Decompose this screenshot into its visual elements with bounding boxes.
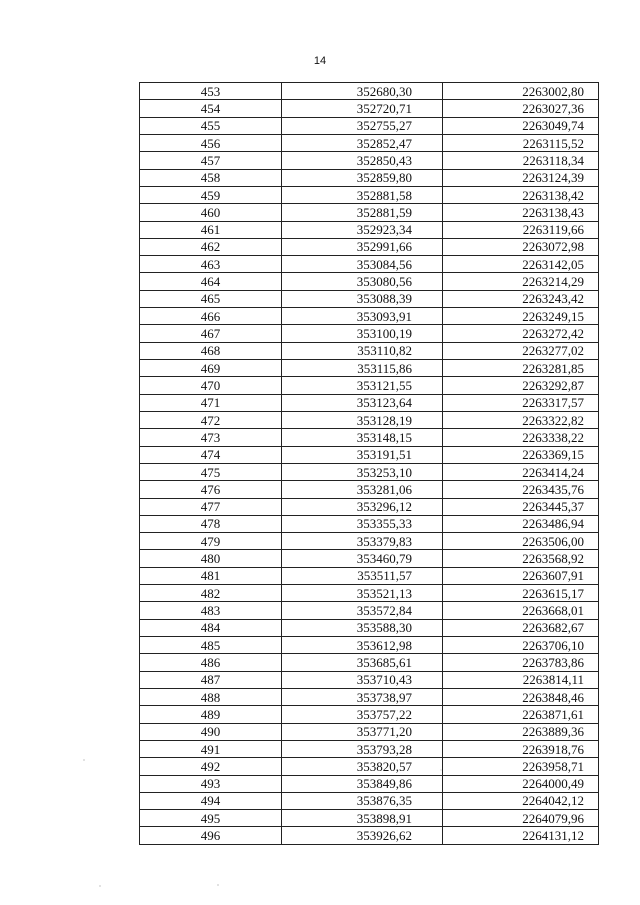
x-coordinate-cell: 353511,57 <box>282 567 443 584</box>
point-number-cell: 455 <box>140 117 282 134</box>
y-coordinate-cell: 2263317,57 <box>443 394 599 411</box>
table-row <box>140 671 599 688</box>
point-number-cell: 462 <box>140 238 282 255</box>
y-coordinate-cell: 2263958,71 <box>443 758 599 775</box>
table-row <box>140 221 599 238</box>
point-number-cell: 454 <box>140 100 282 117</box>
table-row <box>140 775 599 792</box>
x-coordinate-cell: 353757,22 <box>282 706 443 723</box>
y-coordinate-cell: 2263002,80 <box>443 83 599 100</box>
table-row <box>140 204 599 221</box>
table-row <box>140 463 599 480</box>
y-coordinate-cell: 2263506,00 <box>443 533 599 550</box>
point-number-cell: 478 <box>140 515 282 532</box>
table-row <box>140 792 599 809</box>
table-row <box>140 394 599 411</box>
y-coordinate-cell: 2263706,10 <box>443 637 599 654</box>
y-coordinate-cell: 2263292,87 <box>443 377 599 394</box>
table-row <box>140 740 599 757</box>
table-row <box>140 619 599 636</box>
point-number-cell: 469 <box>140 360 282 377</box>
coordinates-table-body <box>140 83 599 845</box>
y-coordinate-cell: 2263486,94 <box>443 515 599 532</box>
y-coordinate-cell: 2263142,05 <box>443 256 599 273</box>
x-coordinate-cell: 353100,19 <box>282 325 443 342</box>
point-number-cell: 457 <box>140 152 282 169</box>
y-coordinate-cell: 2263322,82 <box>443 411 599 428</box>
table-row <box>140 688 599 705</box>
y-coordinate-cell: 2263615,17 <box>443 585 599 602</box>
y-coordinate-cell: 2264079,96 <box>443 810 599 827</box>
table-row <box>140 325 599 342</box>
point-number-cell: 474 <box>140 446 282 463</box>
point-number-cell: 465 <box>140 290 282 307</box>
point-number-cell: 480 <box>140 550 282 567</box>
point-number-cell: 476 <box>140 481 282 498</box>
y-coordinate-cell: 2263272,42 <box>443 325 599 342</box>
x-coordinate-cell: 353926,62 <box>282 827 443 844</box>
y-coordinate-cell: 2263889,36 <box>443 723 599 740</box>
point-number-cell: 463 <box>140 256 282 273</box>
y-coordinate-cell: 2263871,61 <box>443 706 599 723</box>
table-row <box>140 83 599 100</box>
point-number-cell: 475 <box>140 463 282 480</box>
y-coordinate-cell: 2263682,67 <box>443 619 599 636</box>
point-number-cell: 477 <box>140 498 282 515</box>
y-coordinate-cell: 2263848,46 <box>443 688 599 705</box>
x-coordinate-cell: 353849,86 <box>282 775 443 792</box>
x-coordinate-cell: 353121,55 <box>282 377 443 394</box>
point-number-cell: 479 <box>140 533 282 550</box>
x-coordinate-cell: 353128,19 <box>282 411 443 428</box>
point-number-cell: 464 <box>140 273 282 290</box>
table-row <box>140 290 599 307</box>
point-number-cell: 488 <box>140 688 282 705</box>
y-coordinate-cell: 2263607,91 <box>443 567 599 584</box>
x-coordinate-cell: 353710,43 <box>282 671 443 688</box>
y-coordinate-cell: 2263049,74 <box>443 117 599 134</box>
point-number-cell: 459 <box>140 186 282 203</box>
x-coordinate-cell: 353148,15 <box>282 429 443 446</box>
point-number-cell: 494 <box>140 792 282 809</box>
x-coordinate-cell: 353588,30 <box>282 619 443 636</box>
x-coordinate-cell: 352859,80 <box>282 169 443 186</box>
x-coordinate-cell: 352850,43 <box>282 152 443 169</box>
y-coordinate-cell: 2263027,36 <box>443 100 599 117</box>
page-number: 14 <box>313 55 327 67</box>
table-row <box>140 481 599 498</box>
point-number-cell: 453 <box>140 83 282 100</box>
point-number-cell: 489 <box>140 706 282 723</box>
table-row <box>140 238 599 255</box>
y-coordinate-cell: 2263072,98 <box>443 238 599 255</box>
y-coordinate-cell: 2263118,34 <box>443 152 599 169</box>
point-number-cell: 458 <box>140 169 282 186</box>
x-coordinate-cell: 352755,27 <box>282 117 443 134</box>
y-coordinate-cell: 2263277,02 <box>443 342 599 359</box>
table-row <box>140 567 599 584</box>
x-coordinate-cell: 353820,57 <box>282 758 443 775</box>
point-number-cell: 460 <box>140 204 282 221</box>
x-coordinate-cell: 353460,79 <box>282 550 443 567</box>
point-number-cell: 492 <box>140 758 282 775</box>
table-row <box>140 152 599 169</box>
table-row <box>140 515 599 532</box>
x-coordinate-cell: 352852,47 <box>282 134 443 151</box>
point-number-cell: 472 <box>140 411 282 428</box>
table-row <box>140 169 599 186</box>
x-coordinate-cell: 353088,39 <box>282 290 443 307</box>
point-number-cell: 456 <box>140 134 282 151</box>
x-coordinate-cell: 353521,13 <box>282 585 443 602</box>
coordinates-table <box>139 82 599 845</box>
point-number-cell: 466 <box>140 308 282 325</box>
x-coordinate-cell: 352881,58 <box>282 186 443 203</box>
table-row <box>140 810 599 827</box>
point-number-cell: 468 <box>140 342 282 359</box>
x-coordinate-cell: 353355,33 <box>282 515 443 532</box>
x-coordinate-cell: 353080,56 <box>282 273 443 290</box>
table-row <box>140 186 599 203</box>
x-coordinate-cell: 353253,10 <box>282 463 443 480</box>
table-row <box>140 498 599 515</box>
table-row <box>140 342 599 359</box>
x-coordinate-cell: 353191,51 <box>282 446 443 463</box>
table-row <box>140 273 599 290</box>
table-row <box>140 256 599 273</box>
point-number-cell: 470 <box>140 377 282 394</box>
x-coordinate-cell: 353123,64 <box>282 394 443 411</box>
y-coordinate-cell: 2263243,42 <box>443 290 599 307</box>
y-coordinate-cell: 2263568,92 <box>443 550 599 567</box>
table-row <box>140 134 599 151</box>
table-row <box>140 758 599 775</box>
x-coordinate-cell: 353771,20 <box>282 723 443 740</box>
x-coordinate-cell: 353685,61 <box>282 654 443 671</box>
y-coordinate-cell: 2263918,76 <box>443 740 599 757</box>
x-coordinate-cell: 353093,91 <box>282 308 443 325</box>
y-coordinate-cell: 2263281,85 <box>443 360 599 377</box>
table-row <box>140 360 599 377</box>
x-coordinate-cell: 352991,66 <box>282 238 443 255</box>
table-row <box>140 550 599 567</box>
table-row <box>140 446 599 463</box>
y-coordinate-cell: 2263138,43 <box>443 204 599 221</box>
table-row <box>140 100 599 117</box>
y-coordinate-cell: 2263668,01 <box>443 602 599 619</box>
x-coordinate-cell: 353876,35 <box>282 792 443 809</box>
y-coordinate-cell: 2264131,12 <box>443 827 599 844</box>
table-row <box>140 377 599 394</box>
table-row <box>140 827 599 844</box>
x-coordinate-cell: 353793,28 <box>282 740 443 757</box>
point-number-cell: 484 <box>140 619 282 636</box>
table-row <box>140 706 599 723</box>
y-coordinate-cell: 2264000,49 <box>443 775 599 792</box>
point-number-cell: 482 <box>140 585 282 602</box>
x-coordinate-cell: 353084,56 <box>282 256 443 273</box>
table-row <box>140 411 599 428</box>
point-number-cell: 461 <box>140 221 282 238</box>
y-coordinate-cell: 2263445,37 <box>443 498 599 515</box>
point-number-cell: 473 <box>140 429 282 446</box>
x-coordinate-cell: 352680,30 <box>282 83 443 100</box>
y-coordinate-cell: 2263119,66 <box>443 221 599 238</box>
x-coordinate-cell: 352881,59 <box>282 204 443 221</box>
table-row <box>140 429 599 446</box>
x-coordinate-cell: 353296,12 <box>282 498 443 515</box>
x-coordinate-cell: 353572,84 <box>282 602 443 619</box>
point-number-cell: 495 <box>140 810 282 827</box>
y-coordinate-cell: 2263214,29 <box>443 273 599 290</box>
y-coordinate-cell: 2263338,22 <box>443 429 599 446</box>
y-coordinate-cell: 2263783,86 <box>443 654 599 671</box>
point-number-cell: 471 <box>140 394 282 411</box>
point-number-cell: 467 <box>140 325 282 342</box>
x-coordinate-cell: 353115,86 <box>282 360 443 377</box>
point-number-cell: 485 <box>140 637 282 654</box>
table-row <box>140 117 599 134</box>
y-coordinate-cell: 2263814,11 <box>443 671 599 688</box>
table-row <box>140 723 599 740</box>
x-coordinate-cell: 353281,06 <box>282 481 443 498</box>
point-number-cell: 490 <box>140 723 282 740</box>
y-coordinate-cell: 2263369,15 <box>443 446 599 463</box>
point-number-cell: 483 <box>140 602 282 619</box>
y-coordinate-cell: 2263124,39 <box>443 169 599 186</box>
table-row <box>140 602 599 619</box>
point-number-cell: 487 <box>140 671 282 688</box>
point-number-cell: 491 <box>140 740 282 757</box>
y-coordinate-cell: 2263249,15 <box>443 308 599 325</box>
x-coordinate-cell: 352720,71 <box>282 100 443 117</box>
table-row <box>140 637 599 654</box>
table-row <box>140 533 599 550</box>
y-coordinate-cell: 2263138,42 <box>443 186 599 203</box>
y-coordinate-cell: 2263435,76 <box>443 481 599 498</box>
x-coordinate-cell: 353110,82 <box>282 342 443 359</box>
point-number-cell: 481 <box>140 567 282 584</box>
x-coordinate-cell: 352923,34 <box>282 221 443 238</box>
x-coordinate-cell: 353379,83 <box>282 533 443 550</box>
y-coordinate-cell: 2264042,12 <box>443 792 599 809</box>
point-number-cell: 496 <box>140 827 282 844</box>
table-row <box>140 308 599 325</box>
point-number-cell: 486 <box>140 654 282 671</box>
x-coordinate-cell: 353738,97 <box>282 688 443 705</box>
y-coordinate-cell: 2263414,24 <box>443 463 599 480</box>
y-coordinate-cell: 2263115,52 <box>443 134 599 151</box>
table-row <box>140 585 599 602</box>
point-number-cell: 493 <box>140 775 282 792</box>
x-coordinate-cell: 353612,98 <box>282 637 443 654</box>
table-row <box>140 654 599 671</box>
x-coordinate-cell: 353898,91 <box>282 810 443 827</box>
